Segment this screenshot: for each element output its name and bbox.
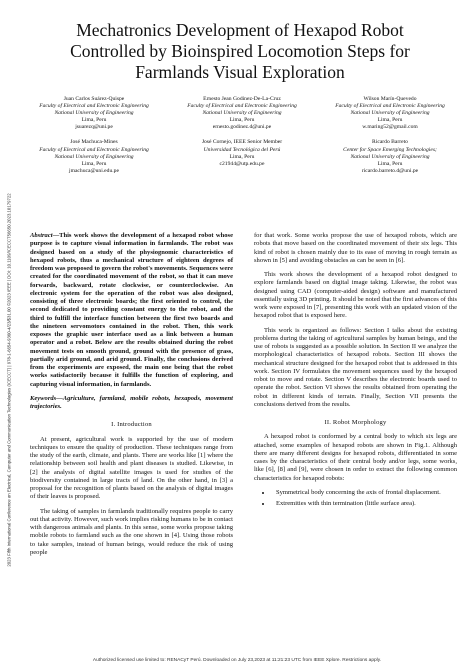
paragraph: The taking of samples in farmlands traditionally requires people to carry out that activity. However, such work implies risking humans to be in contact with dangerous animals and plants. In this sense, some works propose taking mobile robots to farmland such as the one shown in [4]. Using those robots to take samples, instead of human beings, would reduce the risk of using people (30, 507, 233, 556)
list-item: • Symmetrical body concerning the axis of frontal displacement. (272, 489, 457, 497)
author-email: jsuarezq@uni.pe (75, 124, 113, 131)
sidebar-doi-strip (2, 120, 16, 640)
right-column (254, 232, 457, 511)
paragraph: A hexapod robot is conformed by a central body to which six legs are attached, some examples of hexapod robots are shown in Fig.1. Although there are many different designs for hexapod robots, differentiated in some cases by the characteristics of their central body and/or legs, some works, like [6], [8] and [9], were chosen in order to extract the following common characteristics for hexapod robots: (254, 433, 457, 482)
author-affiliation: National University of Engineering (202, 110, 282, 117)
author-email: ricardo.barreto.d@uni.pe (361, 167, 419, 174)
abstract-label: Abstract (30, 232, 53, 239)
author-affiliation: Faculty of Electrical and Electronic Engineering (39, 103, 149, 110)
abstract (30, 232, 233, 389)
author-city: Lima, Peru (81, 160, 107, 167)
keywords (30, 395, 233, 412)
paragraph: for that work. Some works propose the use of hexapod robots, which are robots that move based on the coordinated movement of their six legs. This kind of robot is chosen mainly due to its ease of moving in rough terrain as shown in [5] and avoiding obstacles as can be seen in [6]. (254, 232, 457, 264)
paragraph: At present, agricultural work is supported by the use of modern techniques to ensure the quality of production. These techniques range from the study of the earth, climate, and plants. There are works like [1] where the relationship between soil health and plant diseases is studied. Likewise, in [2] the analysis of digital satellite images is used for studies of the biodiversity contained in large tracts of land. On the other hand, in [3] a proposal for the recognition of plants based on the analysis of digital images of their leaves is proposed. (30, 435, 233, 501)
abstract-text: —This work shows the development of a hexapod robot whose purpose is to capture visual information in farmlands. The robot was designed based on a study of the physiognomic characteristics of hexapod robots, thus a mechanical structure of eighteen degrees of freedom was proposed to govern the robot's movements. Sequences were created for the coordinated movement of the robot, so that it can move forwards, backward, rotate clockwise, or counterclockwise. An electronic system for the operation of the robot was also designed, consisting of three electronic boards; the first oriented to control, the second dedicated to providing constant energy to the robot, and the third to fulfill the interface function between the first two boards and the nineteen servomotors contained in the robot. Then, this work exposes the graphic user interface used as a link between a human operator and a robot. Below are the results obtained during the robot movement tests on smooth ground, ground with the presence of grass, partially arid ground, and arid ground. Finally, the conclusions derived from the experiments are exposed, the main one being that the robot works satisfactorily because it fulfills the function of exploring, and capturing visual information, in farmlands. (30, 232, 233, 388)
author-affiliation: National University of Engineering (54, 153, 134, 160)
author-1 (22, 96, 166, 131)
author-name: Ricardo Barreto (372, 139, 408, 146)
author-6 (318, 139, 462, 174)
paragraph: This work is organized as follows: Section I talks about the existing problems during the taking of agricultural samples by human beings, and the use of robots is suggested as a possible solution. In Section II we analyze the morphological characteristics of hexapod robots. Section III shows the mechanical structure designed for the hexapod robot that is addressed in this work. Section IV formulates the movement sequences used by the hexapod robot to move and rotate. Section V describes the electronic boards used to operate the robot. Section VI shows the results obtained from operating the robot in different kinds of terrain. Finally, Section VII presents the conclusions derived from the results. (254, 326, 457, 408)
author-block (22, 96, 462, 175)
author-email: w.maring52@gmail.com (362, 124, 418, 131)
author-2 (170, 96, 314, 131)
keywords-text: —Agriculture, farmland, mobile robots, hexapods, movement trajectories. (30, 394, 233, 410)
author-email: jmachuca@uni.edu.pe (69, 167, 119, 174)
author-name: José Machuca-Mines (70, 139, 118, 146)
section-heading-robot-morphology: II. Robot Morphology (324, 419, 387, 426)
author-city: Lima, Peru (377, 117, 403, 124)
list-item: • Extremities with thin termination (little surface area). (272, 500, 457, 508)
author-affiliation: Faculty of Electrical and Electronic Engineering (187, 103, 297, 110)
author-email: ernesto.godinez.d@uni.pe (212, 124, 272, 131)
author-name: José Cornejo, IEEE Senior Member (201, 139, 283, 146)
author-city: Lima, Peru (81, 117, 107, 124)
author-affiliation: National University of Engineering (54, 110, 134, 117)
keywords-label: Keywords (30, 394, 57, 402)
author-email: c21944@utp.edu.pe (219, 160, 265, 167)
paper-title: Mechatronics Development of Hexapod Robot Controlled by Bioinspired Locomotion Steps for Farmlands Visual Exploration (70, 20, 410, 82)
author-city: Lima, Peru (229, 117, 255, 124)
section-heading-introduction: I. Introduction (111, 421, 152, 429)
author-city: Lima, Peru (377, 160, 403, 167)
author-affiliation: Universidad Tecnológica del Perú (203, 146, 281, 153)
author-affiliation: Center for Space Emerging Technologies; (343, 146, 437, 153)
author-city: Lima, Peru (229, 153, 255, 160)
author-affiliation: National University of Engineering (350, 110, 430, 117)
left-column (30, 232, 233, 563)
author-5 (170, 139, 314, 174)
sidebar-text: 2023 Fifth International Conference on Electrical, Computer and Communication Technologies (ICECCT) | 978-1-6654-9360-4/23/$31.00 ©2023 IEEE | DOI: 10.1109/ICECCT56650.2023.10179722 (6, 193, 12, 567)
license-footer: Authorized licensed use limited to: RENACyT Perú. Downloaded on July 23,2023 at 11:21:23 UTC from IEEE Xplore. Restrictions apply. (92, 658, 382, 663)
author-affiliation: Faculty of Electrical and Electronic Engineering (335, 103, 445, 110)
author-name: Wilson Marín-Quevedo (363, 96, 417, 102)
paragraph: This work shows the development of a hexapod robot designed to explore farmlands based on digital image taking. Likewise, the robot was designed using CAD (computer-aided design) software and manufactured essentially using 3D printing. It should be noted that the first advances of this work were exposed in [7], presenting this work with an updated vision of the hexapod robot that is exposed here. (254, 271, 457, 320)
author-affiliation: National University of Engineering (350, 153, 430, 160)
author-4 (22, 139, 166, 174)
author-3 (318, 96, 462, 131)
author-name: Ernesto Jean Godinez-De-La-Cruz (203, 96, 281, 102)
author-affiliation: Faculty of Electrical and Electronic Engineering (39, 146, 149, 153)
bullet-list (272, 489, 457, 509)
author-name: Juan Carlos Suárez-Quispe (63, 96, 125, 102)
